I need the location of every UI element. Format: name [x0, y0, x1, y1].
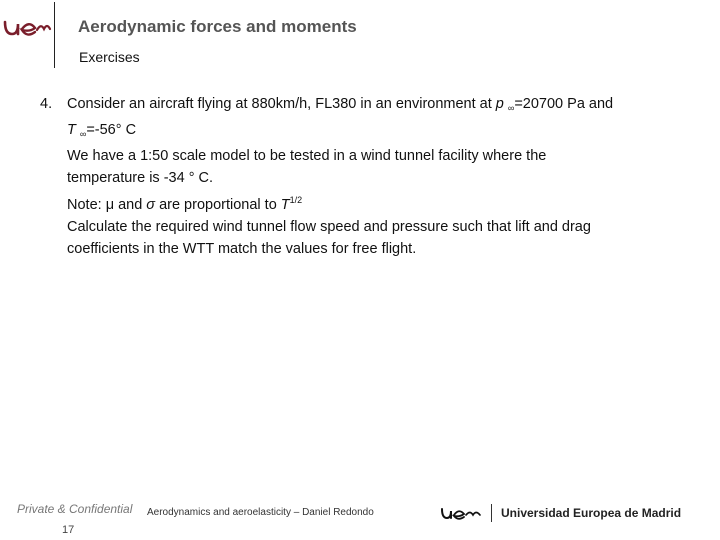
infinity-subscript: ∞ [507, 103, 515, 113]
pressure-symbol: p [495, 96, 504, 112]
exercise-line: temperature is -34 ° C. [67, 170, 214, 186]
exercise-body [67, 93, 700, 260]
temperature-symbol: T [67, 122, 76, 138]
exercise-number: 4. [40, 96, 53, 112]
page-subtitle: Exercises [79, 49, 140, 65]
confidential-label: Private & Confidential [17, 502, 133, 516]
exercise-line [67, 93, 700, 119]
page-number: 17 [62, 524, 75, 536]
exercise-text: =20700 Pa and [514, 96, 614, 112]
exercise-line: Calculate the required wind tunnel flow speed and pressure such that lift and drag [67, 219, 591, 235]
ue-logo-icon [440, 505, 488, 523]
temperature-symbol: T [280, 197, 290, 213]
exercise-line: We have a 1:50 scale model to be tested in a wind tunnel facility where the [67, 148, 547, 164]
exercise-text: Consider an aircraft flying at 880km/h, FL380 in an environment at [67, 96, 496, 112]
mu-symbol: μ [105, 197, 115, 213]
footer-divider [491, 504, 492, 522]
exercise-text: are proportional to [155, 197, 281, 213]
exercise-line [67, 119, 700, 145]
exercise-text: =-56° C [86, 122, 137, 138]
page-title: Aerodynamic forces and moments [78, 17, 357, 36]
university-name: Universidad Europea de Madrid [501, 506, 682, 520]
course-label: Aerodynamics and aeroelasticity – Daniel Redondo [147, 507, 374, 518]
exercise-text: Note: [67, 197, 106, 213]
sigma-symbol: σ [146, 197, 156, 213]
header-divider [54, 2, 55, 68]
infinity-subscript: ∞ [79, 129, 87, 139]
exponent: 1/2 [289, 195, 303, 205]
exercise-note [67, 189, 700, 216]
exercise-text: and [114, 197, 147, 213]
logo-container [0, 0, 54, 70]
exercise-item [40, 93, 700, 260]
exercise-line: coefficients in the WTT match the values for free flight. [67, 241, 417, 257]
ue-logo-icon [2, 12, 52, 46]
